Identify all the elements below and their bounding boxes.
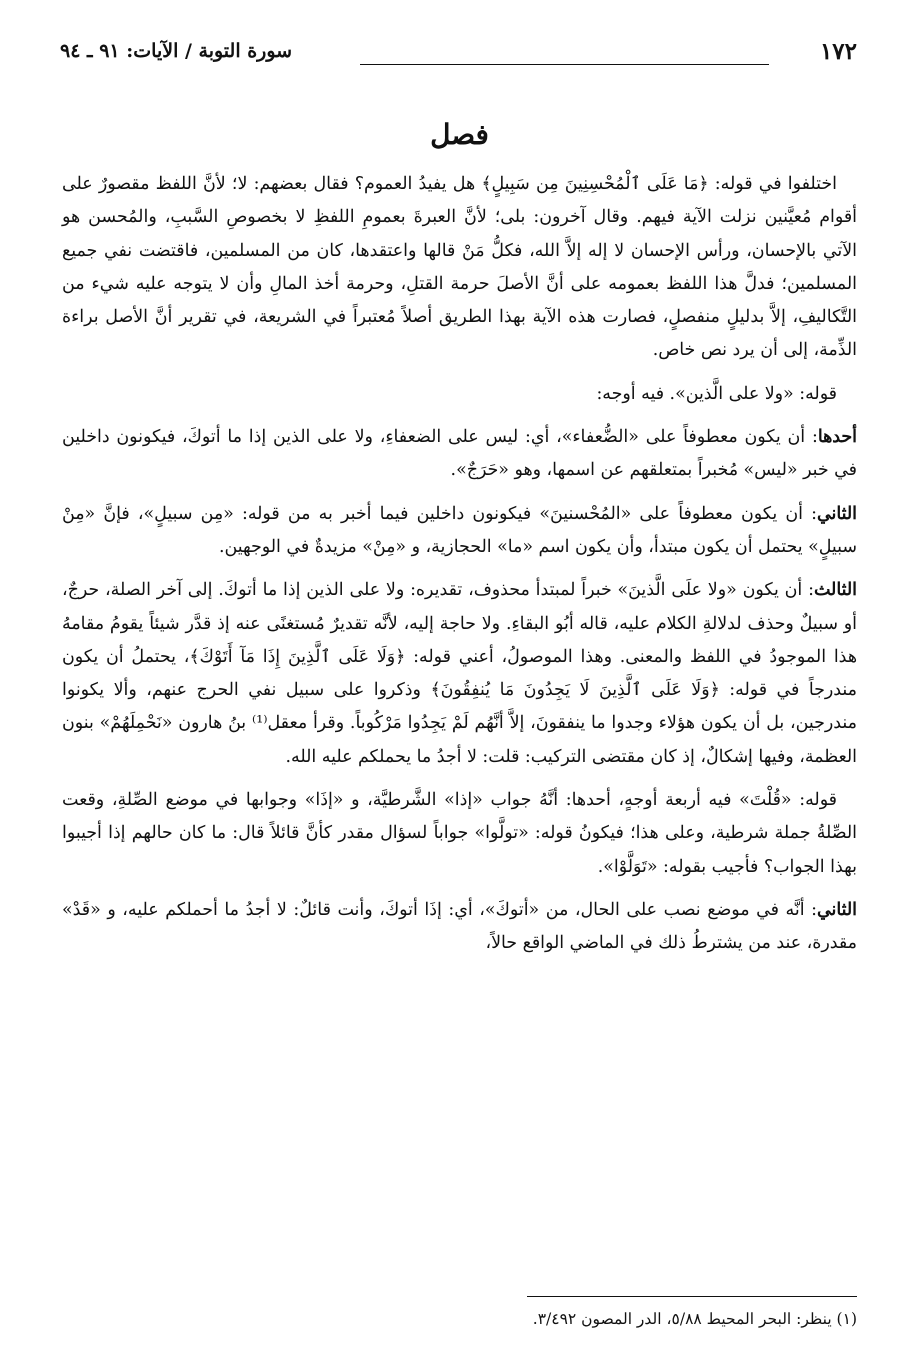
- paragraph-4: [62, 498, 857, 565]
- paragraph-7: [62, 894, 857, 961]
- paragraph-6: [62, 784, 857, 884]
- paragraph-text: : أن يكون معطوفاً على «المُحْسنينَ» فيكونون داخلين فيما أخبر به من قوله: «مِن سبيلٍ»، فإنَّ «مِنْ سبيلٍ» يحتمل أن يكون مبتدأ، وأن يكون اسم «ما» الحجازية، و «مِنْ» مزيدةٌ في الوجهين.: [62, 503, 857, 557]
- paragraph-5: [62, 574, 857, 774]
- paragraph-text: قوله: «ولا على الَّذين». فيه أوجه:: [596, 383, 837, 404]
- header-rule: [360, 64, 769, 65]
- section-title: فصل: [430, 118, 489, 151]
- paragraph-text: : أن يكون معطوفاً على «الضُّعفاء»، أي: ليس على الضعفاءِ، ولا على الذين إذا ما أتوكَ، فيكونون داخلين في خبر «ليس» مُخبراً بمتعلقهم عن اسمها، وهو «حَرَجٌ».: [62, 427, 857, 481]
- paragraph-text: : أن يكون «ولا علَى الَّذينَ» خبراً لمبتدأ محذوف، تقديره: ولا على الذين إذا ما أتوكَ. إلى آخر الصلة، حرجٌ، أو سبيلٌ وحذف لدلالةِ الكلام عليه، قاله أبُو البقاءِ. ولا حاجة إليه، لأنَّه تقديرٌ مُستغنًى عنه إذ قدَّر شيئاً يقومُ مقامهُ هذا الموجودُ في اللفظ والمعنى. وهذا الموصولُ، أعني قوله: ﴿وَلَا عَلَى ٱلَّذِينَ إِذَا مَآ أَتَوْكَ﴾، يحتملُ أن يكون مندرجاً في قوله: ﴿وَلَا عَلَى ٱلَّذِينَ لَا يَجِدُونَ مَا يُنفِقُونَ﴾ وذكروا على سبيل نفي الحرج عنهم، وألا يكونوا مندرجين، بل أن يكون هؤلاء وجدوا ما ينفقونَ، إلاَّ أنَّهُم لَمْ يَجِدُوا مَرْكُوباً. وقرأ معقل⁽¹⁾ بنُ هارون «نَحْمِلَهُمْ» بنون العظمة، وفيها إشكالٌ، إذ كان مقتضى التركيب: قلت: لا أجدُ ما يحملكم عليه الله.: [62, 580, 858, 767]
- paragraph-text: قوله: «قُلْتَ» فيه أربعة أوجهٍ، أحدها: أنَّهُ جواب «إذا» الشَّرطيَّة، و «إذَا» وجوابها في موضع الصِّلةِ، وقعت الصِّلةُ جملة شرطية، وعلى هذا؛ فيكونُ قوله: «تولَّوا» جواباً لسؤال مقدر كأنَّ قائلاً قال: ما كان حالهم إذا أجيبوا بهذا الجواب؟ فأجيب بقوله: «تَوَلَّوْا».: [62, 790, 857, 877]
- main-text: [62, 168, 857, 1270]
- paragraph-2: [62, 378, 857, 411]
- paragraph-lead: الثاني: [816, 503, 857, 524]
- footnote-rule: [527, 1296, 857, 1297]
- paragraph-lead: الثاني: [816, 899, 857, 920]
- page-number: ١٧٢: [819, 38, 857, 65]
- footnote: (١) ينظر: البحر المحيط ٥/٨٨، الدر المصون ٣/٤٩٢.: [532, 1310, 857, 1328]
- paragraph-1: [62, 168, 857, 368]
- paragraph-lead: أحدها: [817, 427, 857, 448]
- paragraph-lead: الثالث: [813, 580, 857, 601]
- paragraph-text: : أنَّه في موضع نصب على الحال، من «أتوكَ»، أي: إذَا أتوكَ، وأنت قائلٌ: لا أجدُ ما أحملكم عليه، و «قَدْ» مقدرة، عند من يشترطُ ذلك في الماضي الواقع حالاً،: [62, 899, 857, 954]
- page-header: [60, 36, 857, 76]
- paragraph-text: اختلفوا في قوله: ﴿مَا عَلَى ٱلْمُحْسِنِينَ مِن سَبِيلٍ﴾ هل يفيدُ العموم؟ فقال بعضهم: لا؛ لأنَّ اللفظ مقصورٌ على أقوام مُعيَّنين نزلت الآية فيهم. وقال آخرون: بلى؛ لأنَّ العبرةَ بعمومِ اللفظِ لا بخصوصِ السَّببِ، والمُحسن هو الآتي بالإحسان، ورأس الإحسان لا إله إلاَّ الله، فكلُّ مَنْ قالها واعتقدها، كان من المسلمين، فاقتضت نفي جميع المسلمين؛ فدلَّ هذا اللفظ بعمومه على أنَّ الأصلَ حرمة القتلِ، وحرمة أخذ المالِ وأن لا يتوجه عليه شيء من التَّكاليفِ، إلاَّ بدليلٍ منفصلٍ، فصارت هذه الآية بهذا الطريق أصلاً مُعتبراً في الشريعة، في تقرير أنَّ الأصل براءة الذِّمة، إلى أن يرد نص خاص.: [62, 174, 857, 361]
- paragraph-3: [62, 421, 857, 488]
- running-title: سورة التوبة / الآيات: ٩١ ـ ٩٤: [60, 40, 293, 62]
